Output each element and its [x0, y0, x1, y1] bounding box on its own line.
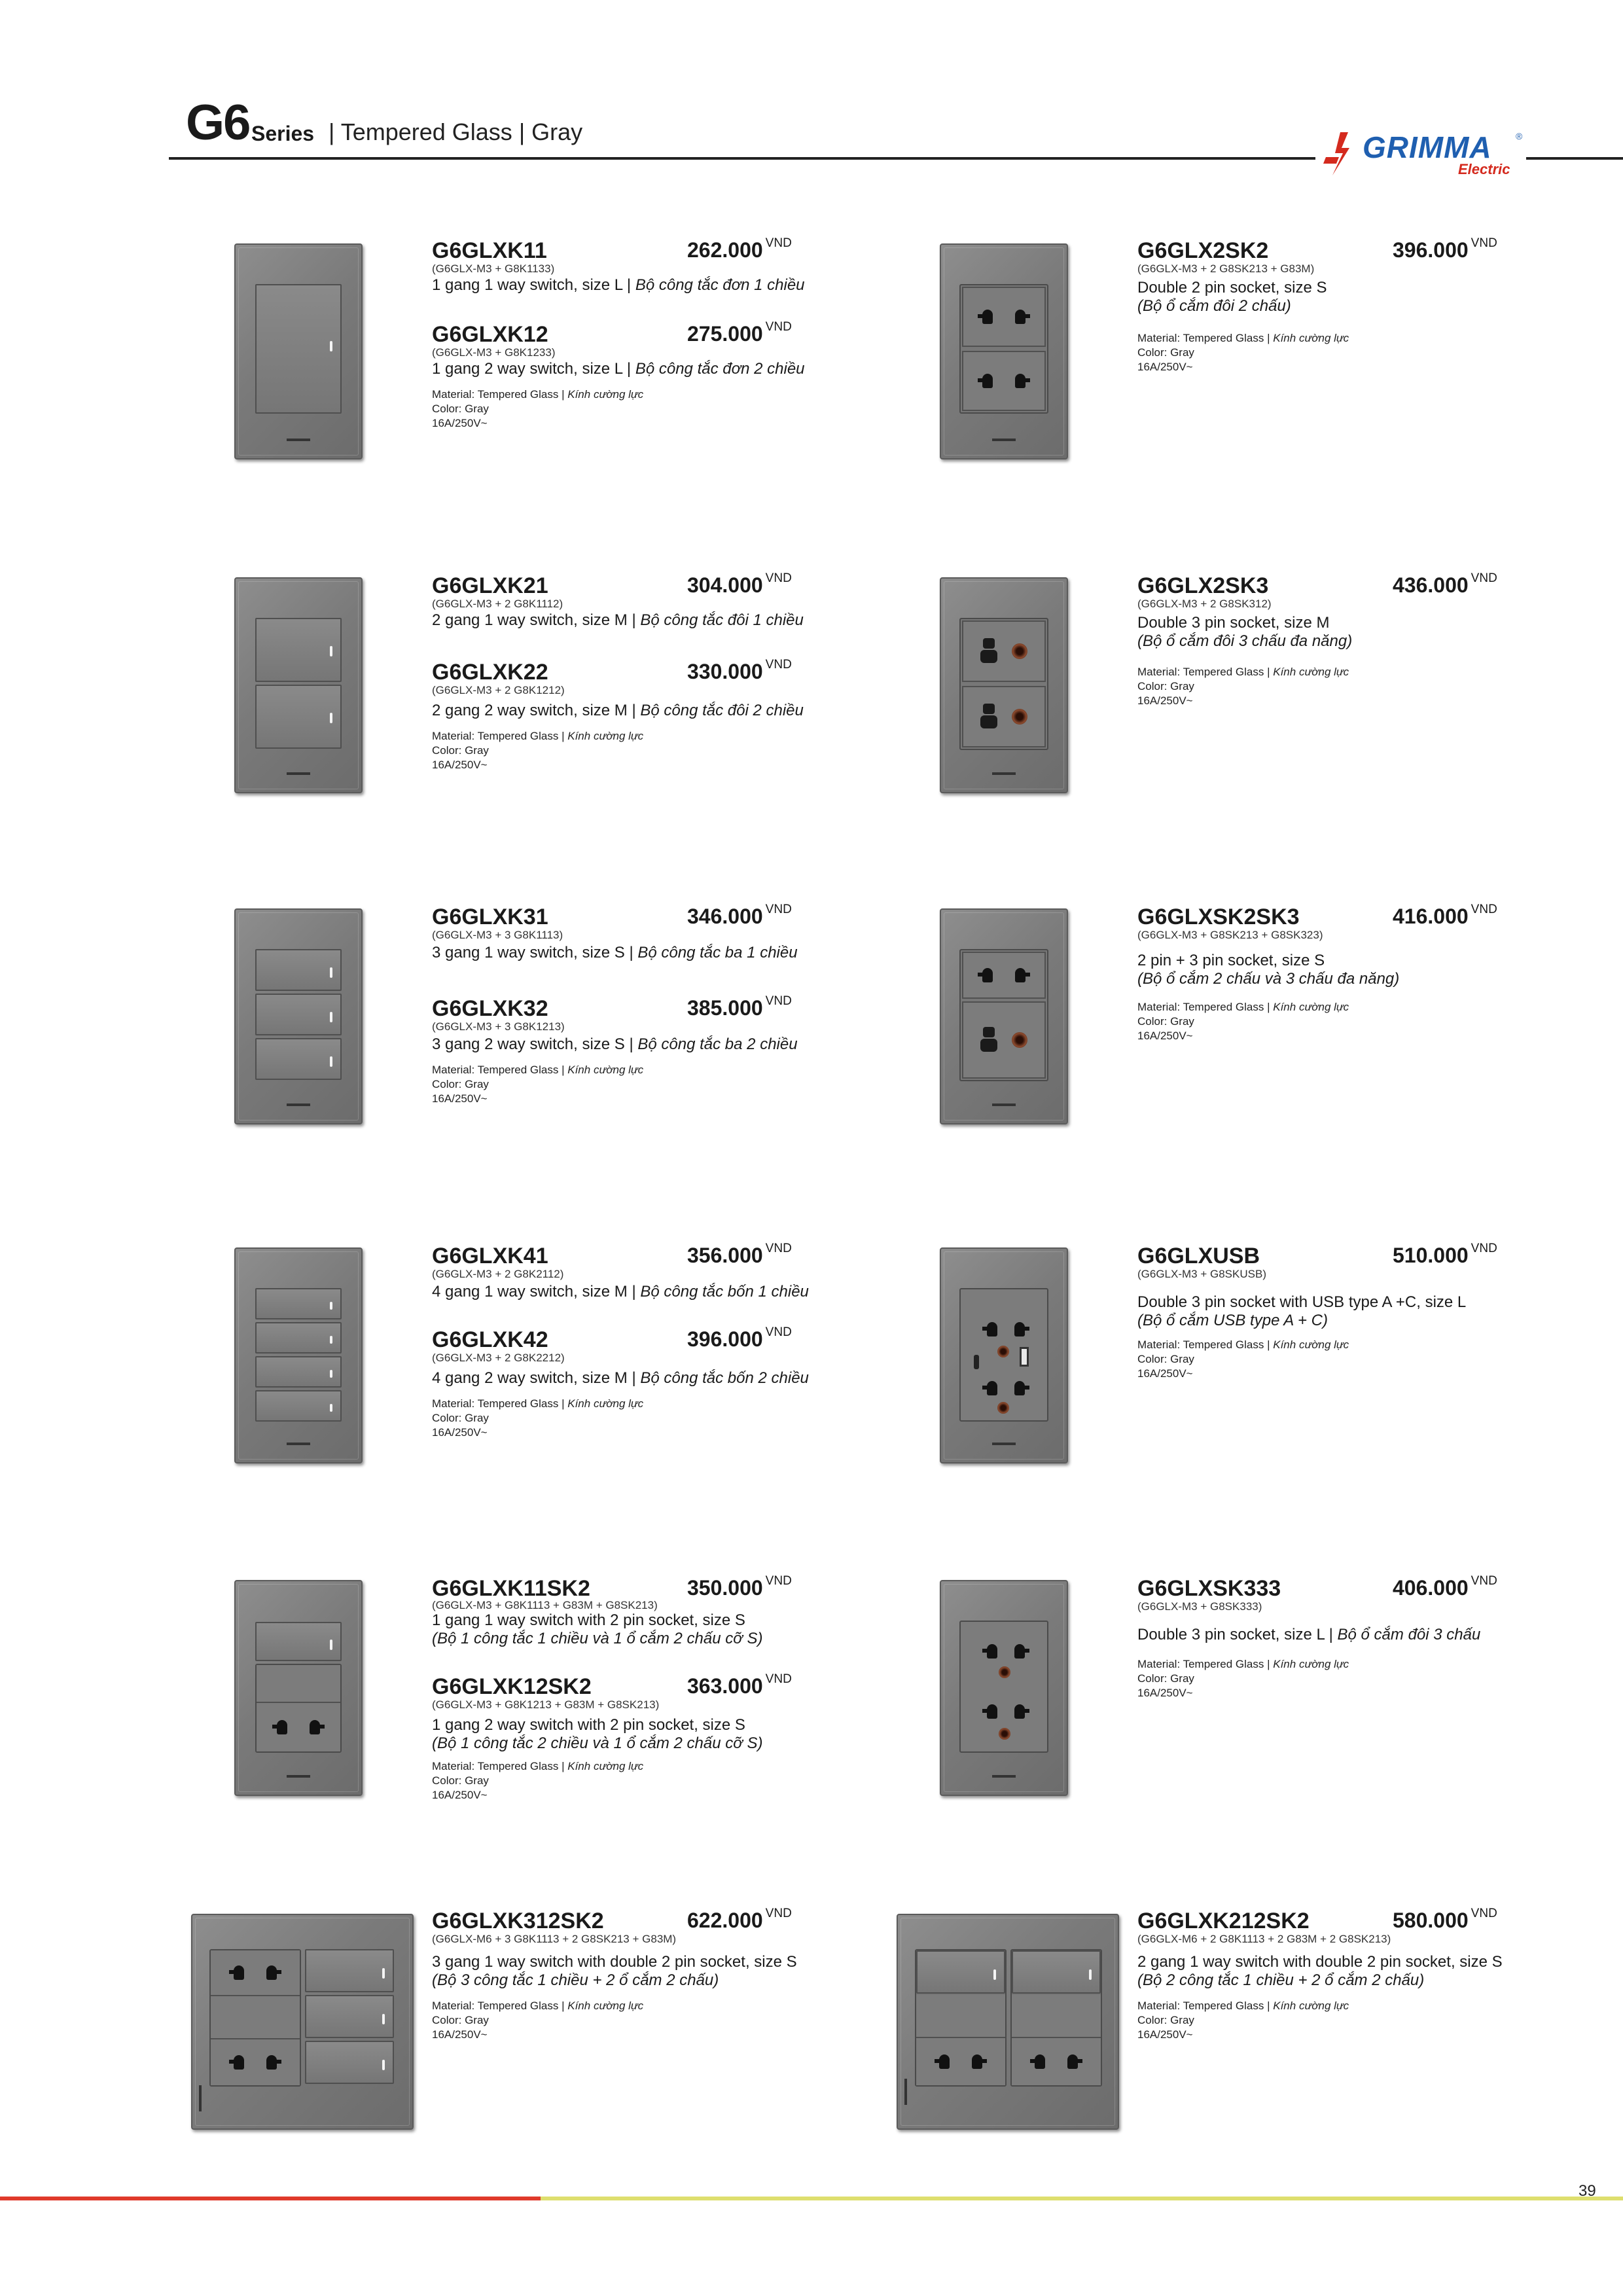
- product-image-sk2sk3: [940, 908, 1068, 1124]
- socket-3pin-universal: [962, 686, 1046, 747]
- product-image-k312sk2: [191, 1914, 414, 2130]
- product-parts: (G6GLX-M3 + 2 G8K1212): [432, 684, 565, 696]
- usb-port-icon: [1020, 1347, 1029, 1367]
- product-code: G6GLXK32: [432, 996, 548, 1021]
- switch-key: [255, 685, 342, 749]
- series-title: G6: [186, 95, 250, 151]
- product-k12: [432, 320, 825, 429]
- product-parts: (G6GLX-M6 + 2 G8K1113 + 2 G83M + 2 G8SK213): [1137, 1933, 1391, 1945]
- product-price: 330.000 $^{VND}$: [687, 658, 792, 683]
- product-description: 2 pin + 3 pin socket, size S (Bộ ổ cắm 2 chấu và 3 chấu đa năng): [1137, 952, 1400, 988]
- product-parts: (G6GLX-M3 + 2 G8K1112): [432, 598, 563, 610]
- product-price: 622.000 $^{VND}$: [687, 1907, 792, 1932]
- product-k32: [432, 994, 838, 1109]
- product-description: 1 gang 2 way switch with 2 pin socket, size S (Bộ 1 công tắc 2 chiều và 1 ổ cắm 2 chấu cỡ S): [432, 1716, 763, 1752]
- switch-key: [1012, 1950, 1101, 1994]
- switch-key: [255, 1622, 342, 1661]
- switch-key: [255, 949, 342, 991]
- switch-key: [255, 1288, 342, 1319]
- product-k41: [432, 1242, 838, 1317]
- footer-bar-red: [0, 2197, 541, 2200]
- switch-key: [255, 1038, 342, 1080]
- switch-key: [305, 1995, 394, 2038]
- product-description: Double 3 pin socket, size L | Bộ ổ cắm đôi 3 chấu: [1137, 1626, 1481, 1643]
- product-parts: (G6GLX-M3 + 2 G8SK213 + G83M): [1137, 262, 1315, 275]
- grimma-logo: [1321, 130, 1521, 179]
- product-description: 3 gang 1 way switch with double 2 pin socket, size S (Bộ 3 công tắc 1 chiều + 2 ổ cắm 2 chấu): [432, 1953, 797, 1989]
- product-price: 580.000 $^{VND}$: [1393, 1907, 1497, 1932]
- product-description: Double 3 pin socket with USB type A +C, size L (Bộ ổ cắm USB type A + C): [1137, 1293, 1467, 1329]
- usb-socket-face: [961, 1289, 1047, 1420]
- product-description: 4 gang 2 way switch, size M | Bộ công tắc bốn 2 chiều: [432, 1369, 809, 1387]
- product-description: Double 2 pin socket, size S (Bộ ổ cắm đôi 2 chấu): [1137, 279, 1327, 315]
- product-specs: Material: Tempered Glass | Kính cường lực Color: Gray 16A/250V~: [432, 1064, 644, 1105]
- product-image-x2sk2: [940, 243, 1068, 459]
- product-code: G6GLX2SK2: [1137, 238, 1269, 263]
- product-parts: (G6GLX-M6 + 3 G8K1113 + 2 G8SK213 + G83M): [432, 1933, 677, 1945]
- product-description: 2 gang 1 way switch with double 2 pin socket, size S (Bộ 2 công tắc 1 chiều + 2 ổ cắm 2 chấu): [1137, 1953, 1503, 1989]
- product-description: 4 gang 1 way switch, size M | Bộ công tắc bốn 1 chiều: [432, 1283, 809, 1300]
- switch-key: [305, 1949, 394, 1992]
- product-code: G6GLXSK2SK3: [1137, 905, 1300, 929]
- socket-2pin: [962, 952, 1046, 999]
- product-description: Double 3 pin socket, size M (Bộ ổ cắm đôi 3 chấu đa năng): [1137, 614, 1353, 650]
- product-specs: Material: Tempered Glass | Kính cường lực Color: Gray 16A/250V~: [1137, 1658, 1349, 1699]
- product-price: 436.000 $^{VND}$: [1393, 571, 1497, 597]
- socket-3pin-universal: [962, 620, 1046, 682]
- logo-wordmark: GRIMMA: [1363, 130, 1492, 164]
- series-label: Series: [251, 122, 315, 145]
- product-price: 396.000 $^{VND}$: [687, 1325, 792, 1351]
- socket-2pin: [211, 1950, 300, 1996]
- product-parts: (G6GLX-M3 + 3 G8K1213): [432, 1020, 565, 1033]
- product-parts: (G6GLX-M3 + G8K1133): [432, 262, 555, 275]
- product-code: G6GLXK12: [432, 322, 548, 347]
- product-price: 356.000 $^{VND}$: [687, 1242, 792, 1267]
- product-image-sk333: [940, 1580, 1068, 1796]
- product-description: 1 gang 2 way switch, size L | Bộ công tắc đơn 2 chiều: [432, 360, 805, 378]
- switch-key: [305, 2041, 394, 2084]
- socket-2pin: [962, 351, 1046, 411]
- switch-key: [255, 1356, 342, 1388]
- footer-bar-yellow: [541, 2197, 1623, 2200]
- socket-2pin: [257, 1703, 340, 1751]
- product-price: 510.000 $^{VND}$: [1393, 1242, 1497, 1267]
- product-price: 346.000 $^{VND}$: [687, 903, 792, 928]
- product-parts: (G6GLX-M3 + 2 G8K2212): [432, 1352, 565, 1364]
- switch-key: [916, 1950, 1005, 1994]
- product-price: 385.000 $^{VND}$: [687, 994, 792, 1020]
- product-code: G6GLXK31: [432, 905, 548, 929]
- product-description: 1 gang 1 way switch with 2 pin socket, size S (Bộ 1 công tắc 1 chiều và 1 ổ cắm 2 chấu cỡ S): [432, 1611, 763, 1647]
- product-k312sk2: [432, 1907, 864, 2054]
- product-price: 363.000 $^{VND}$: [687, 1672, 792, 1698]
- product-code: G6GLXK11: [432, 238, 547, 263]
- product-code: G6GLXK11SK2: [432, 1576, 590, 1601]
- switch-key: [255, 618, 342, 682]
- product-image-k212sk2: [897, 1914, 1119, 2130]
- product-code: G6GLXUSB: [1137, 1244, 1260, 1268]
- product-k11sk2: [432, 1574, 851, 1669]
- product-code: G6GLXSK333: [1137, 1576, 1281, 1601]
- product-k21: [432, 571, 838, 647]
- product-description: 3 gang 1 way switch, size S | Bộ công tắc ba 1 chiều: [432, 944, 798, 961]
- product-description: 1 gang 1 way switch, size L | Bộ công tắc đơn 1 chiều: [432, 276, 805, 294]
- socket-2pin: [916, 2038, 1005, 2085]
- product-parts: (G6GLX-M3 + G8SK333): [1137, 1600, 1262, 1613]
- product-specs: Material: Tempered Glass | Kính cường lực Color: Gray 16A/250V~: [432, 730, 644, 771]
- product-code: G6GLXK12SK2: [432, 1674, 592, 1699]
- product-description: 2 gang 1 way switch, size M | Bộ công tắc đôi 1 chiều: [432, 611, 804, 629]
- header-rule-right: [1526, 157, 1623, 160]
- product-x2sk2: [1137, 236, 1596, 384]
- product-price: 304.000 $^{VND}$: [687, 571, 792, 597]
- socket-3pin-universal: [962, 1001, 1046, 1079]
- switch-key: [255, 994, 342, 1035]
- product-price: 396.000 $^{VND}$: [1393, 236, 1497, 262]
- product-usb: [1137, 1242, 1596, 1389]
- product-image-usb: [940, 1247, 1068, 1463]
- switch-key: [255, 284, 342, 414]
- series-subtitle: | Tempered Glass | Gray: [329, 118, 583, 145]
- logo-registered-mark: ®: [1516, 131, 1523, 141]
- product-specs: Material: Tempered Glass | Kính cường lực Color: Gray 16A/250V~: [432, 388, 644, 429]
- product-price: 406.000 $^{VND}$: [1393, 1574, 1497, 1600]
- product-price: 262.000 $^{VND}$: [687, 236, 792, 262]
- product-code: G6GLXK41: [432, 1244, 548, 1268]
- product-price: 275.000 $^{VND}$: [687, 320, 792, 346]
- product-specs: Material: Tempered Glass | Kính cường lực Color: Gray 16A/250V~: [1137, 2000, 1349, 2041]
- product-parts: (G6GLX-M3 + 3 G8K1113): [432, 929, 563, 941]
- product-specs: Material: Tempered Glass | Kính cường lực Color: Gray 16A/250V~: [432, 1760, 644, 1801]
- product-image-k31: [234, 908, 363, 1124]
- product-parts: (G6GLX-M3 + G8SKUSB): [1137, 1268, 1266, 1280]
- product-sk2sk3: [1137, 903, 1596, 1050]
- product-code: G6GLXK22: [432, 660, 548, 685]
- product-specs: Material: Tempered Glass | Kính cường lực Color: Gray 16A/250V~: [1137, 1001, 1349, 1042]
- product-image-k21: [234, 577, 363, 793]
- product-image-k11: [234, 243, 363, 459]
- product-specs: Material: Tempered Glass | Kính cường lực Color: Gray 16A/250V~: [1137, 666, 1349, 707]
- product-parts: (G6GLX-M3 + G8K1213 + G83M + G8SK213): [432, 1698, 660, 1711]
- product-price: 416.000 $^{VND}$: [1393, 903, 1497, 928]
- socket-2pin: [1012, 2038, 1101, 2085]
- header-rule-left: [169, 157, 1315, 160]
- product-code: G6GLX2SK3: [1137, 573, 1269, 598]
- product-k22: [432, 658, 838, 772]
- product-specs: Material: Tempered Glass | Kính cường lực Color: Gray 16A/250V~: [432, 1397, 644, 1439]
- switch-key: [255, 1390, 342, 1422]
- logo-subtitle: Electric: [1458, 161, 1510, 177]
- product-code: G6GLXK312SK2: [432, 1909, 604, 1933]
- product-description: 3 gang 2 way switch, size S | Bộ công tắc ba 2 chiều: [432, 1035, 798, 1053]
- product-k212sk2: [1137, 1907, 1596, 2054]
- product-x2sk3: [1137, 571, 1596, 719]
- product-image-k11sk2: [234, 1580, 363, 1796]
- product-sk333: [1137, 1574, 1596, 1708]
- product-k12sk2: [432, 1672, 851, 1806]
- product-k11: [432, 236, 825, 331]
- product-parts: (G6GLX-M3 + G8SK213 + G8SK323): [1137, 929, 1323, 941]
- product-image-x2sk3: [940, 577, 1068, 793]
- socket-2pin: [211, 2039, 300, 2085]
- product-code: G6GLXK212SK2: [1137, 1909, 1310, 1933]
- product-parts: (G6GLX-M3 + 2 G8SK312): [1137, 598, 1272, 610]
- product-k31: [432, 903, 838, 978]
- product-parts: (G6GLX-M3 + G8K1233): [432, 346, 556, 359]
- product-description: 2 gang 2 way switch, size M | Bộ công tắc đôi 2 chiều: [432, 702, 804, 719]
- product-k42: [432, 1325, 838, 1440]
- product-code: G6GLXK21: [432, 573, 548, 598]
- product-parts: (G6GLX-M3 + G8K1113 + G83M + G8SK213): [432, 1599, 658, 1611]
- product-specs: Material: Tempered Glass | Kính cường lực Color: Gray 16A/250V~: [1137, 1338, 1349, 1380]
- switch-key: [255, 1322, 342, 1354]
- product-price: 350.000 $^{VND}$: [687, 1574, 792, 1600]
- product-parts: (G6GLX-M3 + 2 G8K2112): [432, 1268, 564, 1280]
- product-image-k41: [234, 1247, 363, 1463]
- product-specs: Material: Tempered Glass | Kính cường lực Color: Gray 16A/250V~: [1137, 332, 1349, 373]
- product-specs: Material: Tempered Glass | Kính cường lực Color: Gray 16A/250V~: [432, 2000, 644, 2041]
- product-code: G6GLXK42: [432, 1327, 548, 1352]
- page-number: 39: [1578, 2182, 1596, 2200]
- grimma-logo-icon: [1321, 131, 1360, 177]
- socket-2pin: [962, 287, 1046, 347]
